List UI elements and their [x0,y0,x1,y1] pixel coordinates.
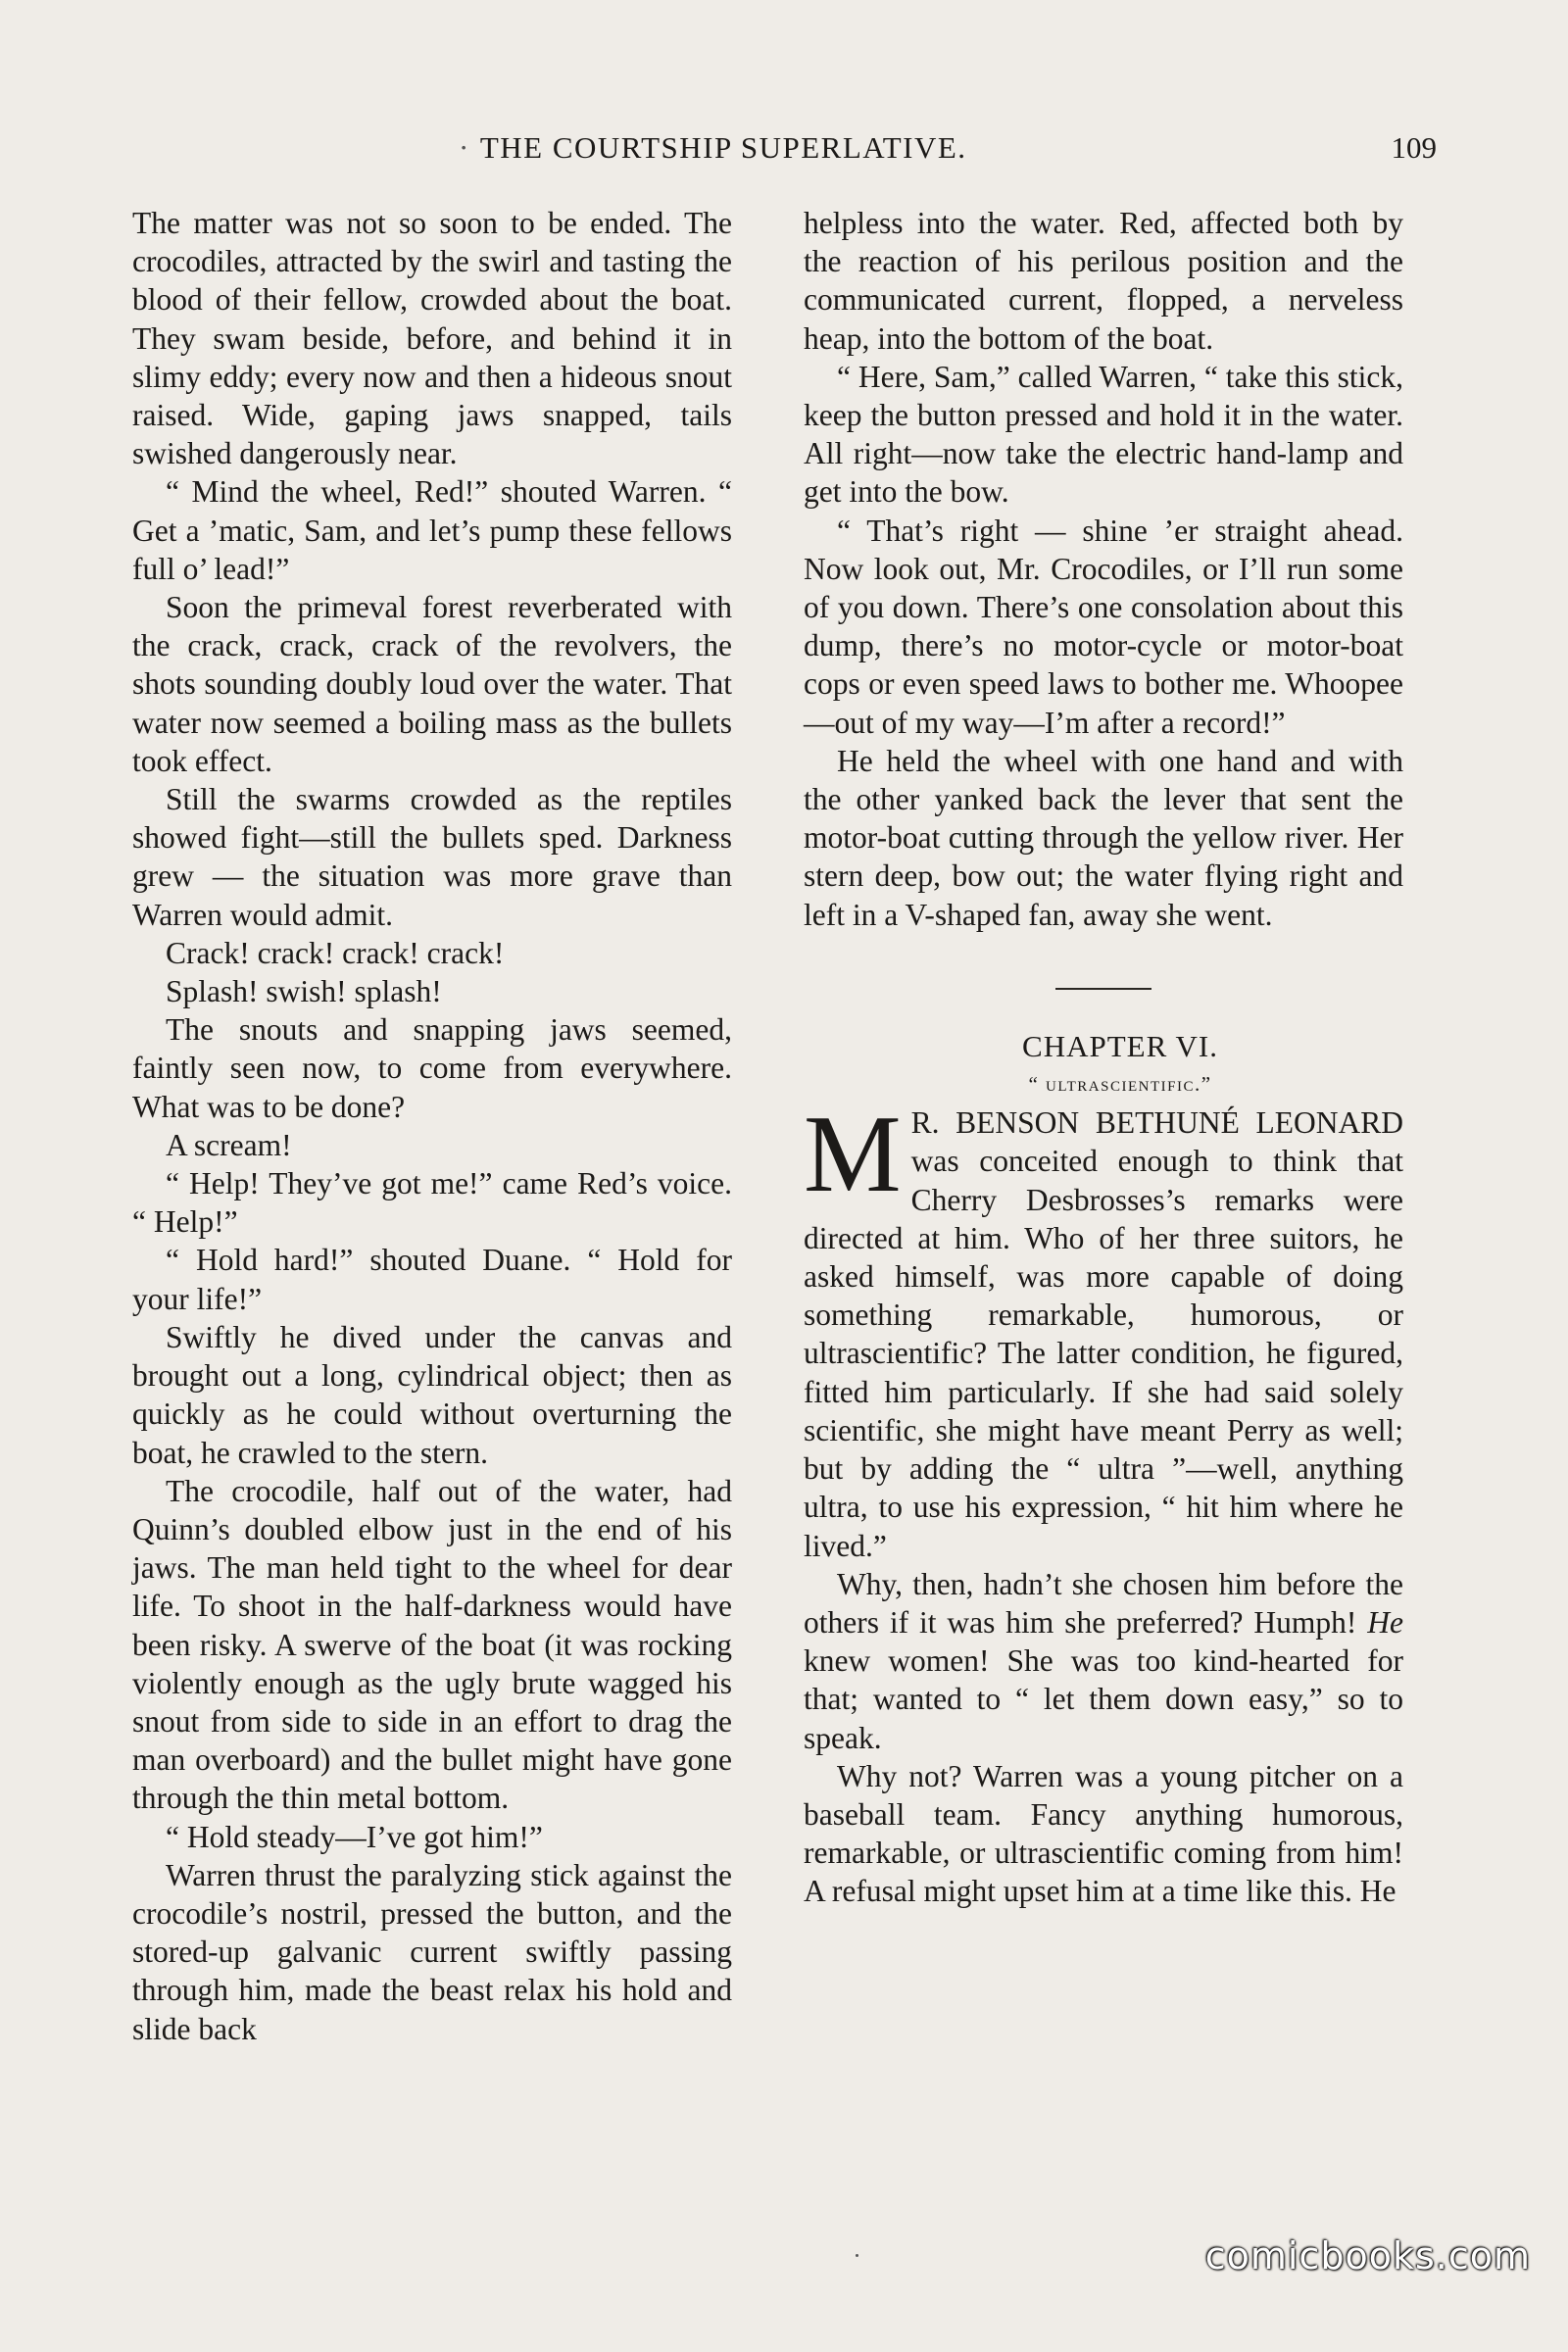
left-column [132,204,732,2048]
paragraph: He held the wheel with one hand and with the other yanked back the lever that sent the motor-boat cutting through the yellow river. Her stern deep, bow out; the water flying right and left in a V-shaped fan, away she went. [804,743,1403,932]
paragraph: A scream! [166,1127,292,1162]
paragraph: Swiftly he dived under the canvas and brought out a long, cylindrical object; then as quickly as he could without overturning the boat, he crawled to the stern. [132,1319,732,1470]
paragraph: “ Here, Sam,” called Warren, “ take this stick, keep the button pressed and hold it in the water. All right—now take the electric hand-lamp and get into the bow. [804,359,1403,510]
chapter-first-paragraph [804,1094,1403,1564]
paragraph: “ Hold hard!” shouted Duane. “ Hold for your life!” [132,1243,732,1316]
running-title: · THE COURTSHIP SUPERLATIVE. [459,130,967,166]
paragraph: The matter was not so soon to be ended. The crocodiles, attracted by the swirl and tasting the blood of their fellow, crowded about the boat. They swam beside, before, and behind it in slimy eddy; every now and then a hideous snout raised. Wide, gaping jaws snapped, tails swished dangerously near. [132,206,732,471]
right-column [804,204,1403,1911]
paragraph: Soon the primeval forest reverberated with the crack, crack, crack of the revolvers, the shots sounding doubly loud over the water. That water now seemed a boiling mass as the bullets took effect. [132,590,732,778]
page-number: 109 [1391,130,1437,165]
paragraph: The snouts and snapping jaws seemed, faintly seen now, to come from everywhere. What was to be done? [132,1012,732,1124]
paragraph: Why not? Warren was a young pitcher on a baseball team. Fancy anything humorous, remarkable, or ultrascientific coming from him! A refusal might upset him at a time like this. He [804,1758,1403,1909]
paragraph [804,1565,1403,1757]
paragraph: “ Mind the wheel, Red!” shouted Warren. “ Get a ’matic, Sam, and let’s pump these fellows full o’ lead!” [132,474,732,586]
section-divider [1055,988,1152,990]
page-header [125,130,1437,170]
chapter-subtitle: “ ultrascientific.” [1028,1072,1212,1097]
paragraph: Splash! swish! splash! [166,974,442,1009]
paragraph: Crack! crack! crack! crack! [166,935,505,970]
watermark-logo: comicbooks.com [1204,2234,1531,2278]
paragraph-text: Why, then, hadn’t she chosen him before the others if it was him she preferred? Humph! [804,1566,1403,1640]
paragraph: Warren thrust the paralyzing stick against the crocodile’s nostril, pressed the button, and the stored-up galvanic current swiftly passing through him, made the beast relax his hold and slide back [132,1857,732,2046]
paragraph: “ Help! They’ve got me!” came Red’s voice. “ Help!” [132,1166,732,1240]
paragraph: Still the swarms crowded as the reptiles showed fight—still the bullets sped. Darkness grew — the situation was more grave than Warren would admit. [132,782,732,932]
chapter-heading: CHAPTER VI. [1022,1028,1218,1063]
paragraph-text: knew women! She was too kind-hearted for that; wanted to “ let them down easy,” so to speak. [804,1643,1403,1755]
paragraph: The crocodile, half out of the water, had Quinn’s doubled elbow just in the end of his jaws. The man held tight to the wheel for dear life. To shoot in the half-darkness would have been risky. A swerve of the boat (it was rocking violently enough as the ugly brute wagged his snout from side to side in an effort to drag the man overboard) and the bullet might have gone through the thin metal bottom. [132,1473,732,1816]
paragraph: helpless into the water. Red, affected both by the reaction of his perilous position and the communicated current, flopped, a nerveless heap, into the bottom of the boat. [804,206,1403,356]
emphasis: He [1367,1604,1403,1640]
paragraph: “ That’s right — shine ’er straight ahead. Now look out, Mr. Crocodiles, or I’ll run some of you down. There’s one consolation about this dump, there’s no motor-cycle or motor-boat cops or even speed laws to bother me. Whoopee —out of my way—I’m after a record!” [804,513,1403,740]
paragraph: “ Hold steady—I’ve got him!” [166,1819,543,1854]
paper-speck [856,2254,858,2257]
paragraph-text: R. BENSON BETHUNÉ LEONARD was conceited enough to think that Cherry Desbrosses’s remarks were directed at him. Who of her three suitors, he asked himself, was more capable of doing something remarkable, humorous, or ultrascientific? The latter condition, he figured, fitted him particularly. If she had said solely scientific, she might have meant Perry as well; but by adding the “ ultra ”—well, anything ultra, to use his expression, “ hit him where he lived.” [804,1105,1403,1563]
drop-cap: M [804,1094,902,1216]
